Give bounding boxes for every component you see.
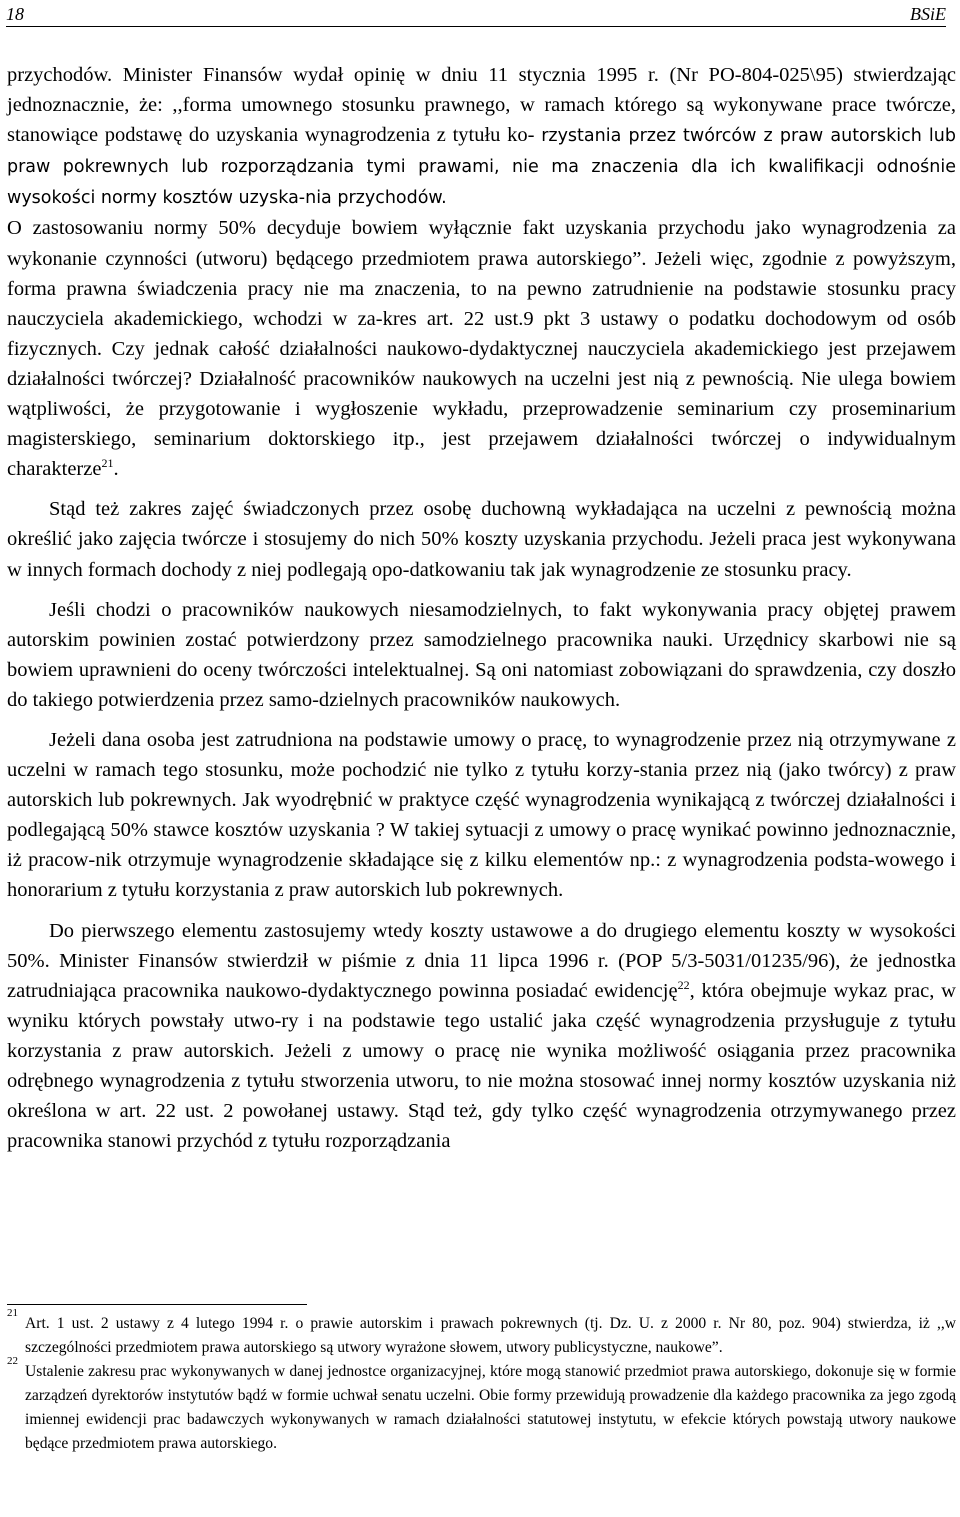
paragraph-6 bbox=[7, 916, 956, 1157]
paragraph-2-tail: . bbox=[113, 458, 119, 481]
footnote-text: Ustalenie zakresu prac wykonywanych w danej jednostce organizacyjnej, które mogą stanowić przedmiot prawa autorskiego, dokonuje się w formie zarządzeń dyrektorów instytutów bądź w formie uchwał senatu uczelni. Obie formy przewidują prowadzenie dla każdego pracownika za jego zgodą imiennej ewidencji prac badawczych wykonywanych w ramach działalności statutowej instytutu, w efekcie których powstają utwory naukowe będące przedmiotem prawa autorskiego. bbox=[25, 1363, 956, 1452]
running-title: BSiE bbox=[910, 4, 946, 24]
paragraph-1-sans: rzystania przez twórców z praw autorskich lub praw pokrewnych lub rozporządzania tymi prawami, nie ma znaczenia dla ich kwalifikacji odnośnie wysokości normy kosztów uzyska-nia przychodów. bbox=[7, 126, 956, 209]
paragraph-1 bbox=[7, 60, 956, 213]
footnote-21 bbox=[7, 1307, 956, 1360]
footnote-number: 21 bbox=[7, 1307, 18, 1319]
page-number: 18 bbox=[6, 4, 24, 24]
footnote-number: 22 bbox=[7, 1355, 18, 1367]
paragraph-2 bbox=[7, 213, 956, 484]
footnote-ref-22[interactable]: 22 bbox=[677, 977, 690, 992]
paragraph-1-serif: przychodów. Minister Finansów wydał opinię w dniu 11 stycznia 1995 r. (Nr PO-804-025\95) stwierdzając jednoznacznie, że: ,,forma umownego stosunku prawnego, w ramach którego są wykonywane prace twórcze, stanowiące podstawę do uzyskania wynagrodzenia z tytułu ko- bbox=[7, 64, 956, 147]
footnote-ref-21[interactable]: 21 bbox=[101, 456, 114, 471]
page-header bbox=[6, 4, 946, 27]
paragraph-4: Jeśli chodzi o pracowników naukowych niesamodzielnych, to fakt wykonywania pracy objętej prawem autorskim powinien zostać potwierdzony przez samodzielnego pracownika nauki. Urzędnicy skarbowi nie są bowiem uprawnieni do oceny twórczości intelektualnej. Są oni natomiast zobowiązani do sprawdzenia, czy doszło do takiego potwierdzenia przez samo-dzielnych pracowników naukowych. bbox=[7, 598, 956, 711]
footnote-22 bbox=[7, 1355, 956, 1456]
footnote-text: Art. 1 ust. 2 ustawy z 4 lutego 1994 r. o prawie autorskim i prawach pokrewnych (tj. Dz. U. z 2000 r. Nr 80, poz. 904) stwierdza, iż ,,w szczególności przedmiotem prawa autorskiego są utwory wyrażone słowem, utwory publicystyczne, naukowe”. bbox=[25, 1315, 956, 1356]
paragraph-6-text-b: , która obejmuje wykaz prac, w wyniku których powstały utwo-ry i na podstawie tego ustalić jaka część wynagrodzenia przysługuje z tytułu korzystania z praw autorskich. Jeżeli z umowy o pracę nie wynika możliwość osiągania przez pracownika odrębnego wynagrodzenia z tytułu stworzenia utworu, to nie można stosować innej normy kosztów uzyskania niż określona w art. 22 ust. 2 powołanej ustawy. Stąd też, gdy tylko część wynagrodzenia otrzymywanego przez pracownika stanowi przychód z tytułu rozporządzania bbox=[7, 979, 956, 1153]
body-text bbox=[7, 60, 956, 1156]
footnotes bbox=[7, 1307, 956, 1456]
footnote-separator bbox=[7, 1304, 307, 1305]
paragraph-2-text: O zastosowaniu normy 50% decyduje bowiem wyłącznie fakt uzyskania przychodu jako wynagrodzenia za wykonanie czynności (utworu) będącego przedmiotem prawa autorskiego”. Jeżeli więc, zgodnie z powyższym, forma prawna świadczenia pracy nie ma znaczenia, to na pewno zatrudnienie na podstawie stosunku pracy nauczyciela akademickiego, wchodzi w za-kres art. 22 ust.9 pkt 3 ustawy o podatku dochodowym od osób fizycznych. Czy jednak całość działalności naukowo-dydaktycznej nauczyciela akademickiego jest przejawem działalności twórczej? Działalność pracowników naukowych na uczelni jest nią z pewnością. Nie ulega bowiem wątpliwości, że przygotowanie i wygłoszenie wykładu, przeprowadzenie seminarium czy proseminarium magisterskiego, seminarium doktorskiego itp., jest przejawem działalności twórczej o indywidualnym charakterze bbox=[7, 217, 956, 481]
paragraph-3: Stąd też zakres zajęć świadczonych przez osobę duchowną wykładająca na uczelni z pewnością można określić jako zajęcia twórcze i stosujemy do nich 50% koszty uzyskania przychodu. Jeżeli praca jest wykonywana w innych formach dochody z niej podlegają opo-datkowaniu tak jak wynagrodzenie ze stosunku pracy. bbox=[7, 498, 956, 581]
paragraph-6-text-a: Do pierwszego elementu zastosujemy wtedy koszty ustawowe a do drugiego elementu koszty w wysokości 50%. Minister Finansów stwierdził w piśmie z dnia 11 lipca 1996 r. (POP 5/3-5031/01235/96), że jednostka zatrudniająca pracownika naukowo-dydaktycznego powinna posiadać ewidencję bbox=[7, 919, 956, 1002]
paragraph-5: Jeżeli dana osoba jest zatrudniona na podstawie umowy o pracę, to wynagrodzenie przez nią otrzymywane z uczelni w ramach tego stosunku, może pochodzić nie tylko z tytułu korzy-stania przez nią (jako twórcy) z praw autorskich lub pokrewnych. Jak wyodrębnić w praktyce część wynagrodzenia wynikającą z twórczej działalności i podlegającą 50% stawce kosztów uzyskania ? W takiej sytuacji z umowy o pracę wynikać powinno jednoznacznie, iż pracow-nik otrzymuje wynagrodzenie składające się z kilku elementów np.: z wynagrodzenia podsta-wowego i honorarium z tytułu korzystania z praw autorskich lub pokrewnych. bbox=[7, 728, 956, 902]
